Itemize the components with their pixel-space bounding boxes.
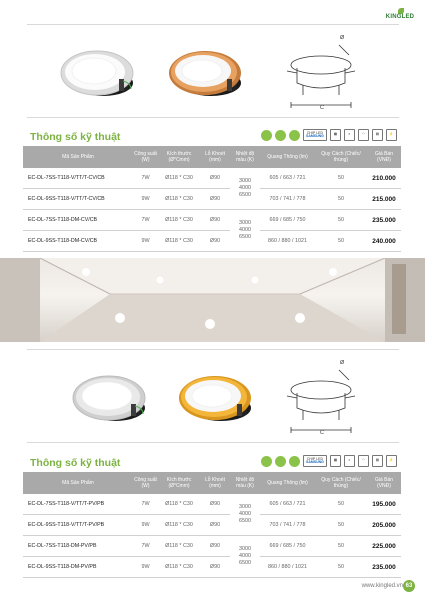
col-header: Quang Thông (lm) bbox=[260, 472, 315, 494]
lumen: 605 / 663 / 721 bbox=[260, 494, 315, 515]
lightning-icon: ⚡ bbox=[386, 455, 397, 467]
dimmable-icon: ◐ bbox=[344, 455, 355, 467]
col-header: Nhiệt độ màu (K) bbox=[230, 472, 260, 494]
pack-qty: 50 bbox=[315, 210, 367, 231]
col-header: Kích thước (Ø*Cmm) bbox=[158, 146, 200, 168]
lumen: 860 / 880 / 1021 bbox=[260, 231, 315, 252]
section-title: Thông số kỹ thuật bbox=[30, 131, 121, 143]
product-code: EC-DL-9SS-T118-V/TT/T-CV/CB bbox=[23, 189, 133, 210]
lumen: 703 / 741 / 778 bbox=[260, 189, 315, 210]
price: 210.000 bbox=[367, 168, 401, 189]
power: 9W bbox=[133, 515, 158, 536]
website-link[interactable]: www.kingled.vn bbox=[361, 583, 403, 589]
size: Ø118 * C30 bbox=[158, 515, 200, 536]
feature-badges bbox=[261, 129, 397, 141]
power: 7W bbox=[133, 168, 158, 189]
size: Ø118 * C30 bbox=[158, 494, 200, 515]
size: Ø118 * C30 bbox=[158, 231, 200, 252]
col-header: Mã Sản Phẩm bbox=[23, 146, 133, 168]
power: 9W bbox=[133, 557, 158, 578]
col-header: Quy Cách (Chiếc/ thùng) bbox=[315, 472, 367, 494]
product-code: EC-DL-9SS-T118-DM-PV/PB bbox=[23, 557, 133, 578]
col-header: Giá Bán (VNĐ) bbox=[367, 146, 401, 168]
chip-led-badge: CHIP LED SAMSUNG bbox=[303, 455, 327, 467]
ceiling-photo bbox=[0, 258, 425, 342]
spec-table bbox=[23, 146, 401, 252]
col-header: Mã Sản Phẩm bbox=[23, 472, 133, 494]
page-number: 63 bbox=[403, 580, 415, 592]
lumen: 703 / 741 / 778 bbox=[260, 515, 315, 536]
pack-qty: 50 bbox=[315, 168, 367, 189]
product-code: EC-DL-7SS-T118-V/TT/T-CV/CB bbox=[23, 168, 133, 189]
pack-qty: 50 bbox=[315, 231, 367, 252]
product-code: EC-DL-9SS-T118-V/TT/T-PV/PB bbox=[23, 515, 133, 536]
cri-icon: ▤ bbox=[372, 129, 383, 141]
col-header: Nhiệt độ màu (K) bbox=[230, 146, 260, 168]
lumen: 669 / 685 / 750 bbox=[260, 536, 315, 557]
table-row bbox=[23, 536, 401, 557]
feature-circle-icon bbox=[261, 456, 272, 467]
color-temp: 3000 4000 6500 bbox=[230, 494, 260, 536]
size: Ø118 * C30 bbox=[158, 168, 200, 189]
price: 215.000 bbox=[367, 189, 401, 210]
table-header-row bbox=[23, 472, 401, 494]
table-header-row bbox=[23, 146, 401, 168]
cutout: Ø90 bbox=[200, 231, 230, 252]
table-row bbox=[23, 189, 401, 210]
size: Ø118 * C30 bbox=[158, 189, 200, 210]
size: Ø118 * C30 bbox=[158, 536, 200, 557]
diameter-label: Ø bbox=[340, 35, 345, 41]
color-temp: 3000 4000 6500 bbox=[230, 536, 260, 578]
cutout: Ø90 bbox=[200, 168, 230, 189]
col-header: Kích thước (Ø*Cmm) bbox=[158, 472, 200, 494]
cri-icon: ▤ bbox=[372, 455, 383, 467]
col-header: Công suất (W) bbox=[133, 472, 158, 494]
ip-rating-icon: ▦ bbox=[330, 455, 341, 467]
pack-qty: 50 bbox=[315, 536, 367, 557]
product-code: EC-DL-7SS-T118-DM-CV/CB bbox=[23, 210, 133, 231]
feature-circle-icon bbox=[275, 456, 286, 467]
cutout: Ø90 bbox=[200, 557, 230, 578]
height-label: C bbox=[320, 430, 324, 436]
color-temp: 3000 4000 6500 bbox=[230, 168, 260, 210]
brand-logo bbox=[381, 8, 419, 22]
feature-badges bbox=[261, 455, 397, 467]
price: 205.000 bbox=[367, 515, 401, 536]
feature-circle-icon bbox=[261, 130, 272, 141]
table-row bbox=[23, 515, 401, 536]
pack-qty: 50 bbox=[315, 557, 367, 578]
color-temp: 3000 4000 6500 bbox=[230, 210, 260, 252]
cutout: Ø90 bbox=[200, 210, 230, 231]
pack-qty: 50 bbox=[315, 515, 367, 536]
height-label: C bbox=[320, 105, 324, 111]
product-code: EC-DL-7SS-T118-DM-PV/PB bbox=[23, 536, 133, 557]
price: 235.000 bbox=[367, 210, 401, 231]
product-code: EC-DL-7SS-T118-V/TT/T-PV/PB bbox=[23, 494, 133, 515]
brand-name: KINGLED bbox=[385, 14, 415, 20]
product-code: EC-DL-9SS-T118-DM-CV/CB bbox=[23, 231, 133, 252]
power: 9W bbox=[133, 189, 158, 210]
dimmable-icon: ◐ bbox=[344, 129, 355, 141]
feature-circle-icon bbox=[289, 130, 300, 141]
power: 7W bbox=[133, 494, 158, 515]
table-row bbox=[23, 210, 401, 231]
price: 225.000 bbox=[367, 536, 401, 557]
pack-qty: 50 bbox=[315, 189, 367, 210]
lumen: 860 / 880 / 1021 bbox=[260, 557, 315, 578]
spec-table bbox=[23, 472, 401, 578]
col-header: Giá Bán (VNĐ) bbox=[367, 472, 401, 494]
col-header: Quy Cách (Chiếc/ thùng) bbox=[315, 146, 367, 168]
price: 195.000 bbox=[367, 494, 401, 515]
feature-circle-icon bbox=[289, 456, 300, 467]
power: 7W bbox=[133, 536, 158, 557]
lumen: 669 / 685 / 750 bbox=[260, 210, 315, 231]
col-header: Lỗ Khoét (mm) bbox=[200, 146, 230, 168]
table-row bbox=[23, 231, 401, 252]
ip-rating-icon: ▦ bbox=[330, 129, 341, 141]
col-header: Công suất (W) bbox=[133, 146, 158, 168]
power: 9W bbox=[133, 231, 158, 252]
beam-angle-icon: ◠ bbox=[358, 455, 369, 467]
beam-angle-icon: ◠ bbox=[358, 129, 369, 141]
cutout: Ø90 bbox=[200, 189, 230, 210]
price: 235.000 bbox=[367, 557, 401, 578]
lumen: 605 / 663 / 721 bbox=[260, 168, 315, 189]
table-row bbox=[23, 494, 401, 515]
product-image-panel bbox=[27, 349, 399, 443]
pack-qty: 50 bbox=[315, 494, 367, 515]
section-title: Thông số kỹ thuật bbox=[30, 457, 121, 469]
table-row bbox=[23, 168, 401, 189]
col-header: Lỗ Khoét (mm) bbox=[200, 472, 230, 494]
table-row bbox=[23, 557, 401, 578]
product-image-panel bbox=[27, 24, 399, 118]
size: Ø118 * C30 bbox=[158, 557, 200, 578]
col-header: Quang Thông (lm) bbox=[260, 146, 315, 168]
diameter-label: Ø bbox=[340, 360, 345, 366]
feature-circle-icon bbox=[275, 130, 286, 141]
cutout: Ø90 bbox=[200, 536, 230, 557]
cutout: Ø90 bbox=[200, 494, 230, 515]
price: 240.000 bbox=[367, 231, 401, 252]
cutout: Ø90 bbox=[200, 515, 230, 536]
size: Ø118 * C30 bbox=[158, 210, 200, 231]
lightning-icon: ⚡ bbox=[386, 129, 397, 141]
power: 7W bbox=[133, 210, 158, 231]
chip-led-badge: CHIP LED SAMSUNG bbox=[303, 129, 327, 141]
